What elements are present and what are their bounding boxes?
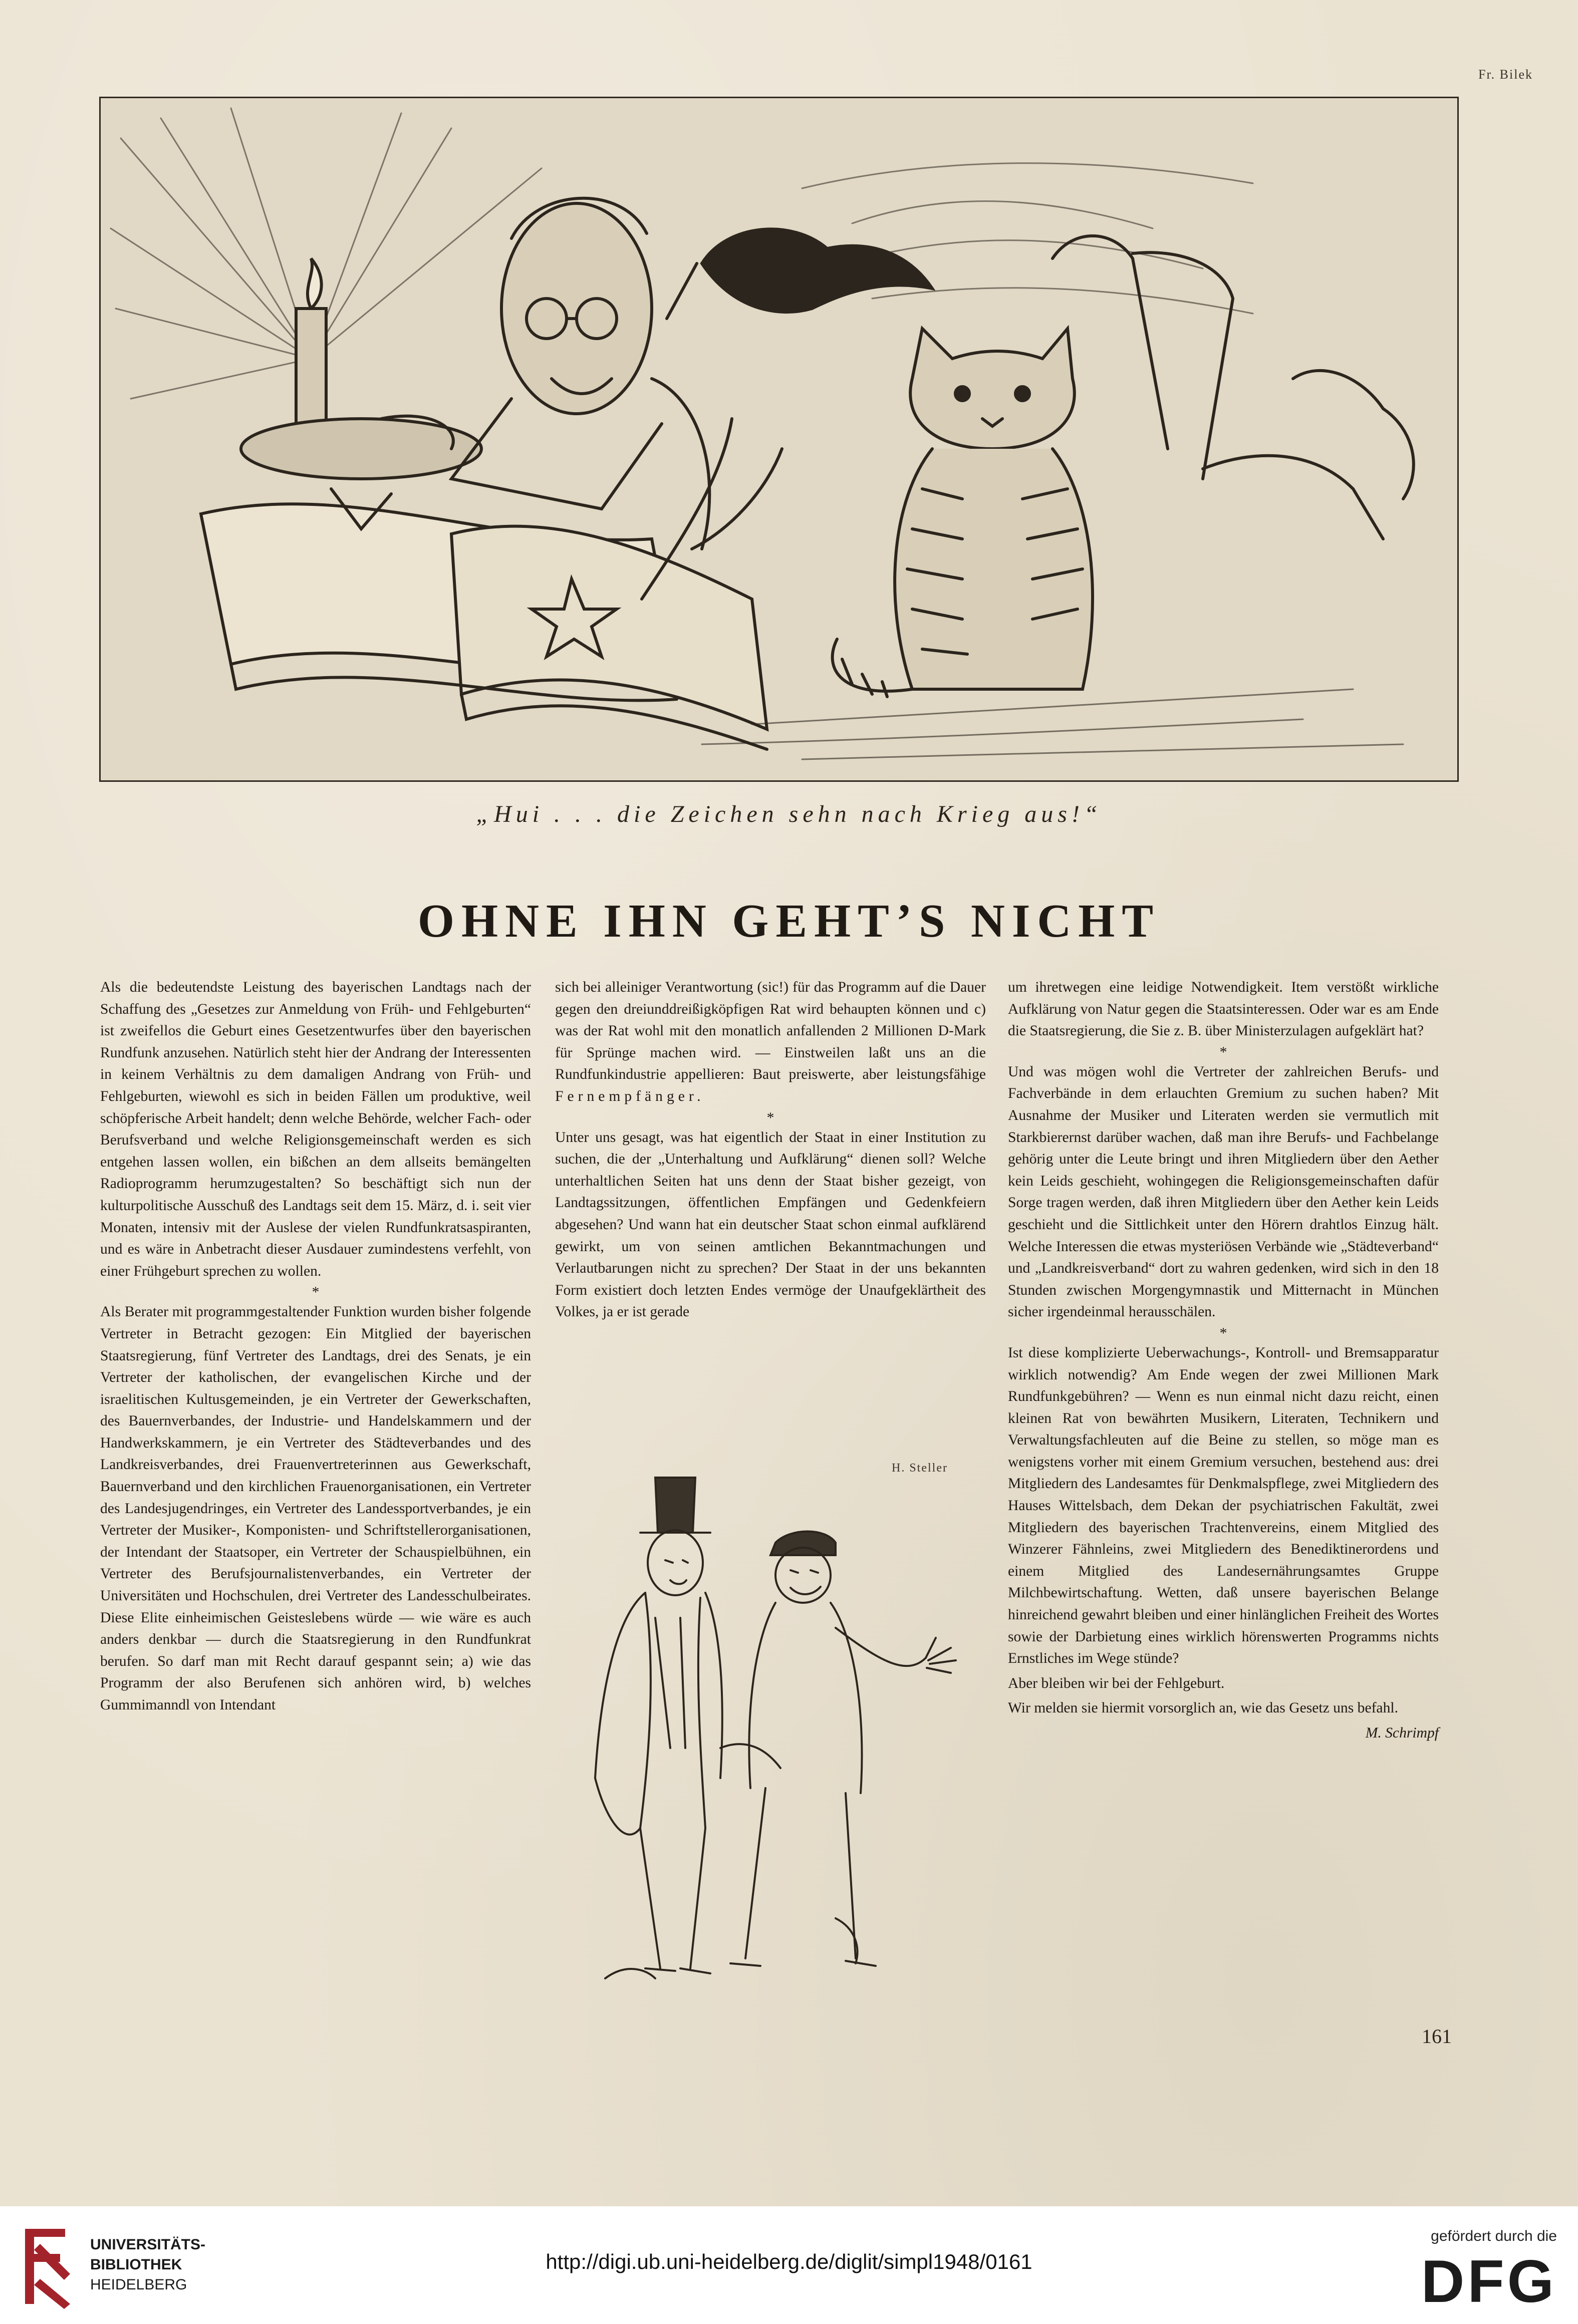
page-number: 161 bbox=[1422, 2025, 1452, 2048]
column-1-paragraph-1: Als die bedeutendste Leistung des bayerischen Landtags nach der Schaffung des „Gesetzes zur Anmeldung von Früh- und Fehlgeburten“ ist zweifellos die Geburt eines Gesetzentwurfes über den bayerischen Rundfunk anzusehen. Natürlich steht hier der Andrang der Interessenten in keinem Verhältnis zu dem damaligen Andrang von Früh- und Fehlgeburten, wiewohl es sich in beiden Fällen um produktive, weil schöpferische Arbeit handelt; denn welche Behörde, welcher Fach- oder Berufsverband und welche Religionsgemeinschaft werden es sich entgehen lassen wollen, ein bißchen an dem allseits bemängelten Radioprogramm herumzugestalten? So beschäftigt sich nun der kulturpolitische Ausschuß des Landtags seit dem 15. März, d. i. seit vier Monaten, intensiv mit der Auslese der vielen Rundfunkratsaspiranten, und es wäre in Anbetracht dieser Ausdauer zumindestens verfehlt, von einer Frühgeburt sprechen zu wollen. bbox=[100, 979, 531, 1279]
column-2-paragraph-2: Unter uns gesagt, was hat eigentlich der Staat in einer Institution zu suchen, die der „Unterhaltung und Aufklärung“ dienen soll? Welche unterhaltlichen Seiten hat uns denn der Staat bisher gezeigt, von Landtagssitzungen, öffentlichen Empfängen und Gedenkfeiern abgesehen? Und wann hat ein deutscher Staat schon einmal aufklärend gewirkt, um von seinen amtlichen Bekanntmachungen und Verlautbarungen nicht zu sprechen? Der Staat in der uns bekannten Form existiert doch letzten Endes vermöge der Unaufgeklärtheit des Volkes, ja er ist gerade bbox=[555, 1129, 986, 1320]
uni-name-line-1: UNIVERSITÄTS- bbox=[90, 2236, 206, 2253]
spaced-word-fernempfaenger: Fernempfänger. bbox=[555, 1088, 705, 1104]
dfg-logo: DFG bbox=[1421, 2248, 1557, 2315]
column-3-paragraph-2: Und was mögen wohl die Vertreter der zahlreichen Berufs- und Fachverbände in dem erlauchten Gremium zu suchen haben? Mit Ausnahme der Musiker und Literaten werden sie vermutlich mit Starkbierernst darüber wachen, daß man ihre Berufs- und Fachbelange gehörig unter die Leute bringt und ihren Mitgliedern über den Aether kein Leids geschieht, wohingegen die Religionsgemeinschaften dafür Sorge tragen werden, daß ihren Mitgliedern über den Aether kein Leids geschieht und die Sittlichkeit unter den Hörern drahtlos Einzug hält. Welche Interessen die etwas mysteriösen Verbände wie „Städteverband“ und „Landkreisverband“ dort zu wahren gedenken, wird sich in den 18 Stunden zwischen Morgengymnastik und Mitternacht in München sicher irgendeinmal herausschälen. bbox=[1008, 1063, 1439, 1320]
illustrator-credit-top: Fr. Bilek bbox=[1478, 67, 1533, 82]
article-column-3 bbox=[1008, 977, 1439, 1748]
sketch-illustration-two-men bbox=[555, 1468, 986, 1984]
column-3-paragraph-3: Ist diese komplizierte Ueberwachungs-, Kontroll- und Bremsapparatur wirklich notwendig? Am Ende wegen der zwei Millionen Mark Rundfunkgebühren? — Wenn es nun einmal nicht dazu reicht, einen kleinen Rat von bewährten Musikern, Literaten, Technikern und Verwaltungsfachleuten auf die Beine zu stellen, so möge man es wenigstens vorher mit einem Gremium versuchen, bestehend aus: drei Mitgliedern des Landesamtes für Denkmalspflege, zwei Mitgliedern des Hauses Wittelsbach, dem Dekan der psychiatrischen Fakultät, zwei Mitgliedern des bayerischen Trachtenvereins, einem Mitglied des Winzerer Fähnleins, zwei Mitgliedern des Benediktinerordens und einem Mitglied des Landesernährungsamtes Gruppe Milchbewirtschaftung. Wetten, daß unsere bayerischen Belange hinreichend gewahrt bleiben und einer hinlänglichen Freiheit des Wortes sowie der Darbietung eines wirklich hörenswerten Programms nichts Ernstliches im Wege stünde? bbox=[1008, 1344, 1439, 1667]
uni-name-line-3: HEIDELBERG bbox=[90, 2276, 187, 2293]
author-signature: M. Schrimpf bbox=[1365, 1725, 1439, 1741]
column-2-paragraph-1-text: sich bei alleiniger Verantwortung (sic!) für das Programm auf die Dauer gegen den dreiunddreißigköpfigen Rat wird behaupten können und c) was der Rat wohl mit den monatlich anfallenden 2 Millionen D-Mark für Sprünge machen wird. — Einstweilen laßt uns an die Rundfunkindustrie appellieren: Baut preiswerte, aber leistungsfähige bbox=[555, 979, 986, 1083]
uni-name-line-2: BIBLIOTHEK bbox=[90, 2256, 182, 2273]
section-separator: * bbox=[1219, 1325, 1227, 1341]
article-column-1 bbox=[100, 977, 531, 1719]
column-1-paragraph-2: Als Berater mit programmgestaltender Funktion wurden bisher folgende Vertreter in Betracht gezogen: Ein Mitglied der bayerischen Staatsregierung, fünf Vertreter des Landtags, drei des Senats, je ein Vertreter der katholischen, der evangelischen Kirche und der israelitischen Kultusgemeinden, je ein Vertreter der Gewerkschaften, des Bauernverbandes, der Industrie- und Handelskammern und der Handwerkskammern, je ein Vertreter des Städteverbandes und des Landkreisverbandes, drei Frauenvertreterinnen aus Gewerkschaft, Bauernverband und den kirchlichen Frauenorganisationen, ein Vertreter des Landesjugendringes, ein Vertreter des Landessportverbandes, je ein Vertreter der Musiker-, Komponisten- und Schriftstellerorganisationen, der Intendant der Staatsoper, ein Vertreter der Schauspielbühnen, ein Vertreter des Berufsjournalistenverbandes, ein Vertreter der Universitäten und Hochschulen, drei Vertreter des Landesschulbeirates. Diese Elite einheimischen Geisteslebens würde — wie wäre es auch anders denkbar — durch die Staatsregierung in den Rundfunkrat berufen. So darf man mit Recht darauf gespannt sein; a) wie das Programm der also Berufenen sich anhören wird, b) welches Gummimanndl von Intendant bbox=[100, 1304, 531, 1713]
column-3-paragraph-1: um ihretwegen eine leidige Notwendigkeit. Item verstößt wirkliche Aufklärung von Natur gegen die Staatsinteressen. Oder war es am Ende die Staatsregierung, die Sie z. B. über Ministerzulagen aufgeklärt hat? bbox=[1008, 979, 1439, 1039]
article-headline: OHNE IHN GEHT’S NICHT bbox=[417, 895, 1161, 947]
cartoon-illustration bbox=[99, 97, 1459, 782]
cartoon-caption: „Hui . . . die Zeichen sehn nach Krieg aus!“ bbox=[476, 801, 1102, 827]
section-separator: * bbox=[1219, 1044, 1227, 1060]
column-3-paragraph-5: Wir melden sie hiermit vorsorglich an, wie das Gesetz uns befahl. bbox=[1008, 1700, 1398, 1716]
section-separator: * bbox=[312, 1284, 320, 1301]
section-separator: * bbox=[766, 1109, 774, 1126]
article-column-2 bbox=[555, 977, 986, 1417]
illustrator-credit-mid: H. Steller bbox=[892, 1462, 948, 1475]
column-2-paragraph-1 bbox=[555, 977, 986, 1108]
funding-note: gefördert durch die bbox=[1431, 2228, 1557, 2244]
column-3-paragraph-4: Aber bleiben wir bei der Fehlgeburt. bbox=[1008, 1675, 1225, 1691]
permalink-url[interactable]: http://digi.ub.uni-heidelberg.de/diglit/simpl1948/0161 bbox=[546, 2250, 1032, 2273]
